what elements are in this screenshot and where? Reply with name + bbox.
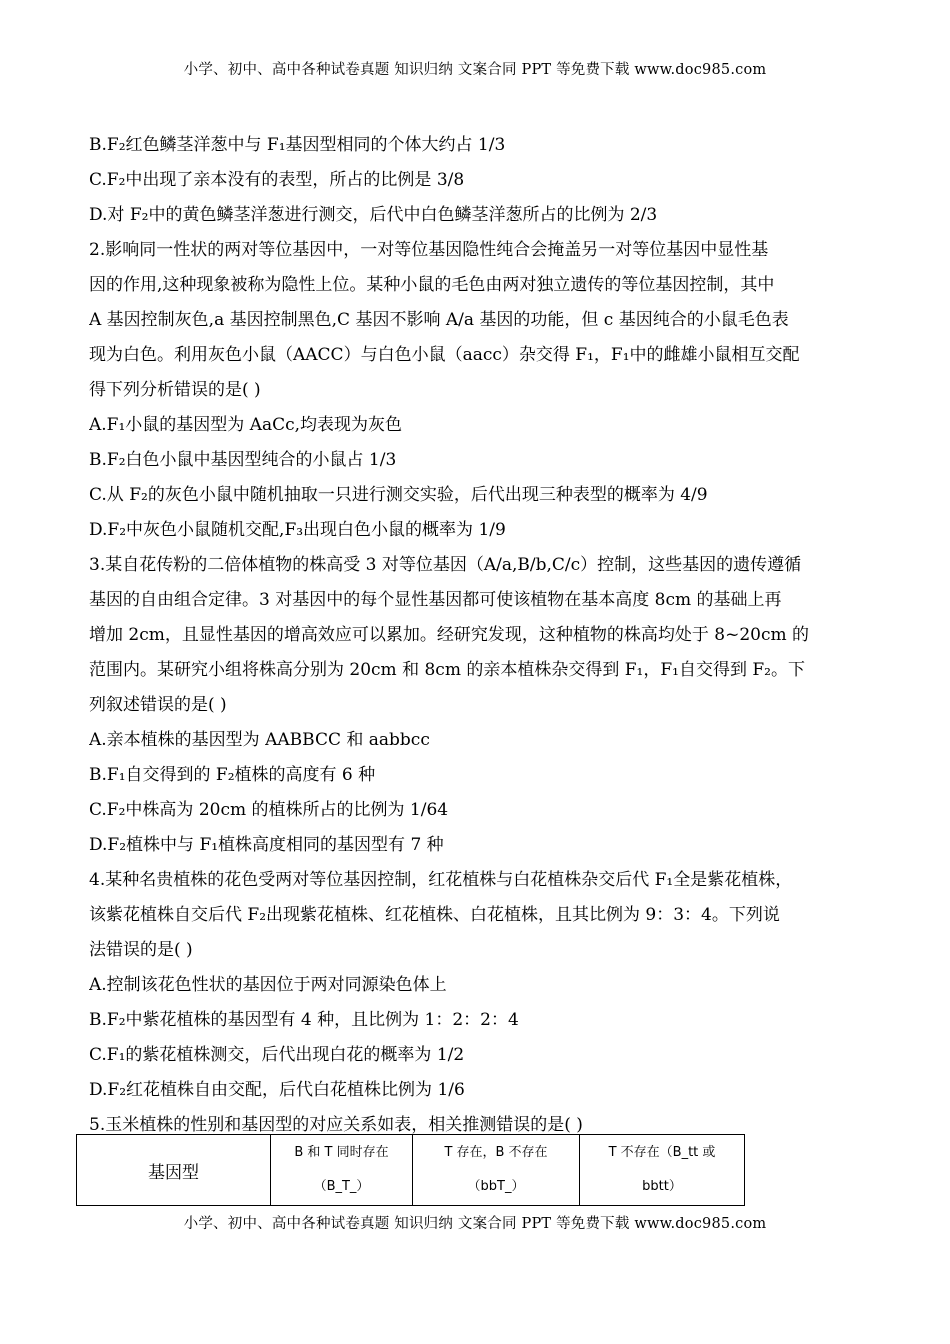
q3-option-a: A.亲本植株的基因型为 AABBCC 和 aabbcc <box>89 730 430 750</box>
q4-option-b: B.F₂中紫花植株的基因型有 4 种，且比例为 1：2：2：4 <box>89 1010 519 1030</box>
q3-stem-line-3: 增加 2cm，且显性基因的增高效应可以累加。经研究发现，这种植物的株高均处于 8~20cm 的 <box>89 625 809 645</box>
q3-option-c: C.F₂中株高为 20cm 的植株所占的比例为 1/64 <box>89 800 449 820</box>
q1-option-d: D.对 F₂中的黄色鳞茎洋葱进行测交，后代中白色鳞茎洋葱所占的比例为 2/3 <box>89 205 658 225</box>
table-cell-line: B 和 T 同时存在 <box>294 1145 389 1160</box>
q2-stem-line-4: 现为白色。利用灰色小鼠（AACC）与白色小鼠（aacc）杂交得 F₁，F₁中的雌雄小鼠相互交配 <box>89 345 800 365</box>
page-header: 小学、初中、高中各种试卷真题 知识归纳 文案合同 PPT 等免费下载 www.doc985.com <box>183 62 767 78</box>
table-header-cell <box>413 1135 580 1206</box>
q4-option-d: D.F₂红花植株自由交配，后代白花植株比例为 1/6 <box>89 1080 465 1100</box>
q2-option-c: C.从 F₂的灰色小鼠中随机抽取一只进行测交实验，后代出现三种表型的概率为 4/9 <box>89 485 708 505</box>
q4-stem-line-2: 该紫花植株自交后代 F₂出现紫花植株、红花植株、白花植株，且其比例为 9：3：4。下列说 <box>89 905 780 925</box>
q5-stem: 5.玉米植株的性别和基因型的对应关系如表，相关推测错误的是( ) <box>89 1115 583 1135</box>
page-footer: 小学、初中、高中各种试卷真题 知识归纳 文案合同 PPT 等免费下载 www.doc985.com <box>183 1216 767 1232</box>
q2-stem-line-5: 得下列分析错误的是( ) <box>89 380 261 400</box>
q4-option-c: C.F₁的紫花植株测交，后代出现白花的概率为 1/2 <box>89 1045 465 1065</box>
q2-option-a: A.F₁小鼠的基因型为 AaCc,均表现为灰色 <box>89 415 403 435</box>
document-body <box>89 128 869 1143</box>
q3-stem-line-5: 列叙述错误的是( ) <box>89 695 227 715</box>
q2-stem-line-3: A 基因控制灰色,a 基因控制黑色,C 基因不影响 A/a 基因的功能，但 c 基因纯合的小鼠毛色表 <box>89 310 789 330</box>
table-header-cell <box>580 1135 745 1206</box>
genotype-table <box>76 1134 745 1206</box>
table-row-label: 基因型 <box>77 1135 271 1206</box>
table-header-cell <box>271 1135 413 1206</box>
q3-option-b: B.F₁自交得到的 F₂植株的高度有 6 种 <box>89 765 376 785</box>
q4-option-a: A.控制该花色性状的基因位于两对同源染色体上 <box>89 975 447 995</box>
table-cell-line: bbtt） <box>642 1179 682 1194</box>
q3-option-d: D.F₂植株中与 F₁植株高度相同的基因型有 7 种 <box>89 835 444 855</box>
table-row <box>77 1135 745 1206</box>
q3-stem-line-2: 基因的自由组合定律。3 对基因中的每个显性基因都可使该植物在基本高度 8cm 的基础上再 <box>89 590 782 610</box>
table-cell-line: T 不存在（B_tt 或 <box>608 1145 716 1160</box>
q3-stem-line-1: 3.某自花传粉的二倍体植物的株高受 3 对等位基因（A/a,B/b,C/c）控制，这些基因的遗传遵循 <box>89 555 802 575</box>
table-cell-line: T 存在，B 不存在 <box>444 1145 548 1160</box>
q2-option-d: D.F₂中灰色小鼠随机交配,F₃出现白色小鼠的概率为 1/9 <box>89 520 506 540</box>
q2-stem-line-2: 因的作用,这种现象被称为隐性上位。某种小鼠的毛色由两对独立遗传的等位基因控制，其中 <box>89 275 775 295</box>
q2-option-b: B.F₂白色小鼠中基因型纯合的小鼠占 1/3 <box>89 450 397 470</box>
q4-stem-line-3: 法错误的是( ) <box>89 940 193 960</box>
q1-option-b: B.F₂红色鳞茎洋葱中与 F₁基因型相同的个体大约占 1/3 <box>89 135 506 155</box>
table-cell-line: （bbT_） <box>467 1179 525 1194</box>
q4-stem-line-1: 4.某种名贵植株的花色受两对等位基因控制，红花植株与白花植株杂交后代 F₁全是紫花植株， <box>89 870 793 890</box>
q3-stem-line-4: 范围内。某研究小组将株高分别为 20cm 和 8cm 的亲本植株杂交得到 F₁，F₁自交得到 F₂。下 <box>89 660 805 680</box>
table-cell-line: （B_T_） <box>313 1179 370 1194</box>
q1-option-c: C.F₂中出现了亲本没有的表型，所占的比例是 3/8 <box>89 170 465 190</box>
q2-stem-line-1: 2.影响同一性状的两对等位基因中，一对等位基因隐性纯合会掩盖另一对等位基因中显性基 <box>89 240 769 260</box>
